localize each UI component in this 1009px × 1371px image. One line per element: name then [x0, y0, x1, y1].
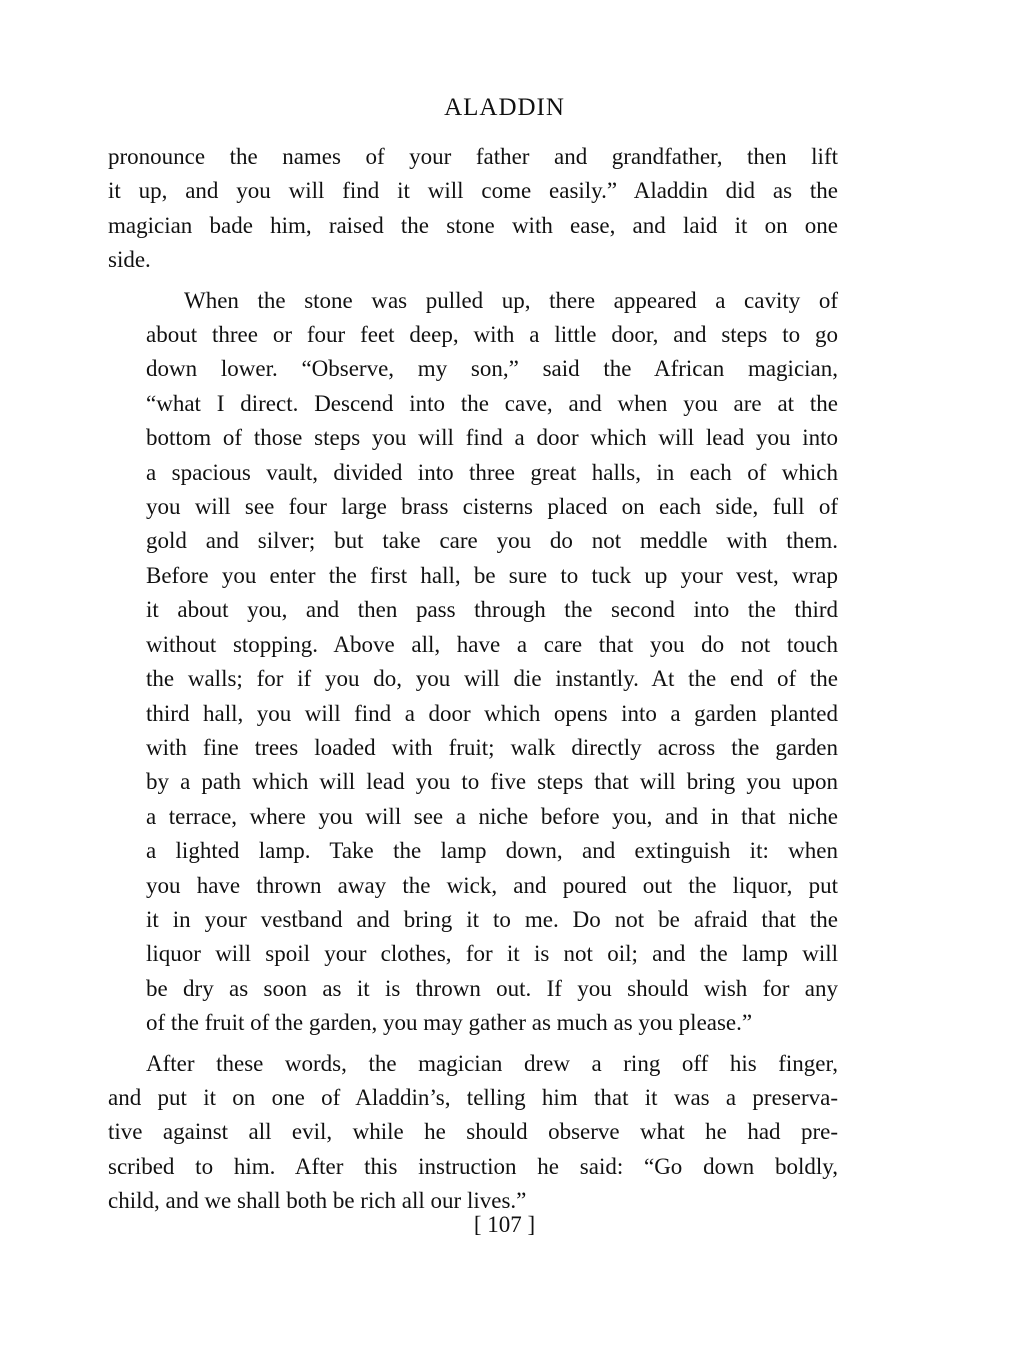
text-line: bottom of those steps you will find a door which will lead you into — [146, 425, 838, 451]
paragraph — [108, 284, 838, 1041]
text-line: liquor will spoil your clothes, for it is not oil; and the lamp will — [146, 941, 838, 967]
text-line: magician bade him, raised the stone with ease, and laid it on one — [108, 212, 838, 238]
page-number: [ 107 ] — [473, 1212, 536, 1237]
text-line: and put it on one of Aladdin’s, telling him that it was a preserva- — [108, 1084, 838, 1110]
text-line: without stopping. Above all, have a care that you do not touch — [146, 631, 838, 657]
running-head: ALADDIN — [444, 94, 565, 121]
text-line: of the fruit of the garden, you may gather as much as you please.” — [146, 1010, 753, 1036]
text-line: pronounce the names of your father and grandfather, then lift — [108, 144, 838, 169]
text-line: third hall, you will find a door which opens into a garden planted — [146, 700, 838, 726]
text-line: Before you enter the first hall, be sure to tuck up your vest, wrap — [146, 562, 838, 588]
text-line: by a path which will lead you to five steps that will bring you upon — [146, 769, 838, 795]
text-line: it in your vestband and bring it to me. Do not be afraid that the — [146, 906, 838, 932]
text-line: a terrace, where you will see a niche before you, and in that niche — [146, 803, 838, 829]
text-line: you will see four large brass cisterns placed on each side, full of — [146, 494, 838, 520]
text-line: with fine trees loaded with fruit; walk directly across the garden — [146, 734, 838, 760]
body-text — [108, 140, 838, 1219]
text-line: After these words, the magician drew a ring off his finger, — [146, 1050, 838, 1076]
text-line: be dry as soon as it is thrown out. If you should wish for any — [146, 975, 838, 1001]
text-line: child, and we shall both be rich all our lives.” — [108, 1188, 527, 1214]
text-line: it up, and you will find it will come easily.” Aladdin did as the — [108, 178, 838, 204]
text-line: it about you, and then pass through the second into the third — [146, 597, 838, 623]
text-line: gold and silver; but take care you do not meddle with them. — [146, 528, 838, 554]
text-line: tive against all evil, while he should observe what he had pre- — [108, 1119, 838, 1145]
paragraph — [108, 140, 838, 278]
text-line: down lower. “Observe, my son,” said the African magician, — [146, 356, 838, 382]
paragraph — [108, 1047, 838, 1219]
text-line: When the stone was pulled up, there appeared a cavity of — [184, 287, 838, 313]
text-line: scribed to him. After this instruction he said: “Go down boldly, — [108, 1153, 838, 1179]
text-line: you have thrown away the wick, and poured out the liquor, put — [146, 872, 838, 898]
text-line: a spacious vault, divided into three great halls, in each of which — [146, 459, 838, 485]
text-line: the walls; for if you do, you will die instantly. At the end of the — [146, 666, 838, 692]
text-line: a lighted lamp. Take the lamp down, and extinguish it: when — [146, 838, 838, 864]
text-line: side. — [108, 247, 151, 273]
text-line: “what I direct. Descend into the cave, and when you are at the — [146, 390, 838, 416]
text-line: about three or four feet deep, with a little door, and steps to go — [146, 322, 838, 348]
